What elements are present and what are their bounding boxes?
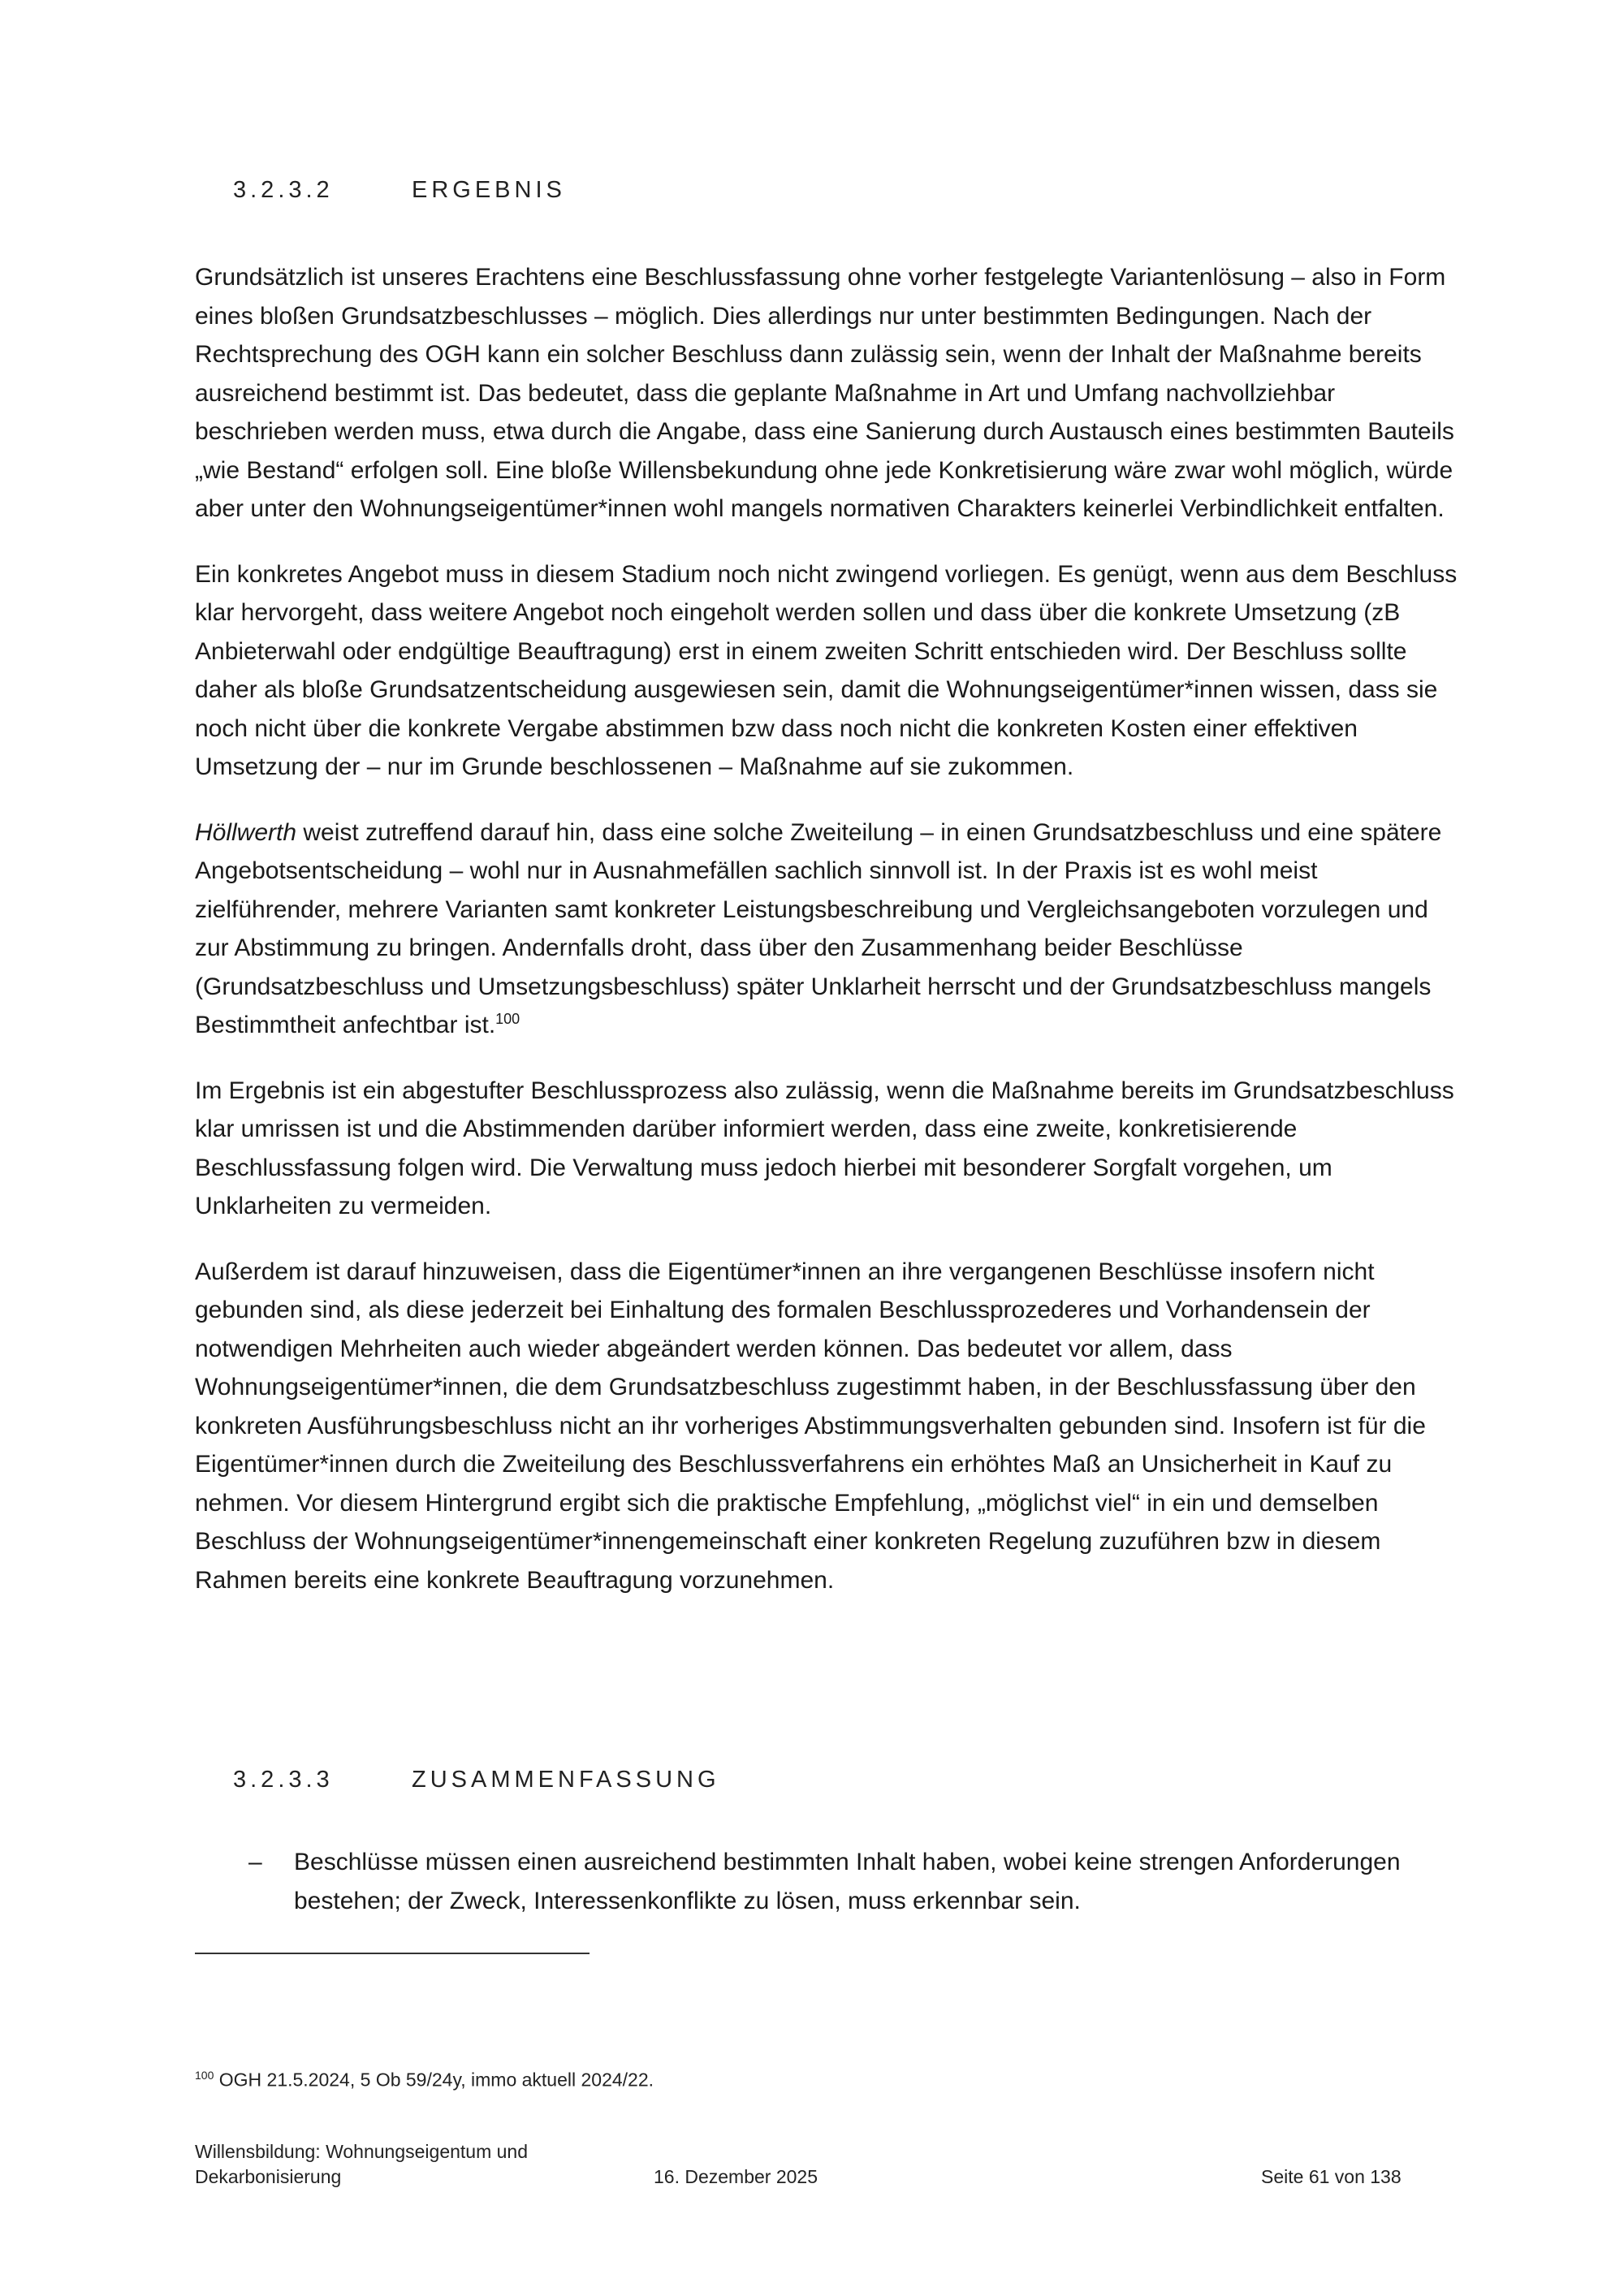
footnote-text: OGH 21.5.2024, 5 Ob 59/24y, immo aktuell 2024/22.: [214, 2069, 654, 2091]
footnote-number: 100: [195, 2069, 214, 2082]
section-number: 3.2.3.2: [233, 177, 334, 203]
section-number: 3.2.3.3: [233, 1767, 334, 1793]
paragraph: Grundsätzlich ist unseres Erachtens eine Beschlussfassung ohne vorher festgelegte Variantenlösung – also in Form eines bloßen Grundsatzbeschlusses – möglich. Dies allerdings nur unter bestimmten Bedingungen. Nach der Rechtsprechung des OGH kann ein solcher Beschluss dann zulässig sein, wenn der Inhalt der Maßnahme bereits ausreichend bestimmt ist. Das bedeutet, dass die geplante Maßnahme in Art und Umfang nachvollziehbar beschrieben werden muss, etwa durch die Angabe, dass eine Sanierung durch Austausch eines bestimmten Bauteils „wie Bestand“ erfolgen soll. Eine bloße Willensbekundung ohne jede Konkretisierung wäre zwar wohl möglich, würde aber unter den Wohnungseigentümer*innen wohl mangels normativen Charakters keinerlei Verbindlichkeit entfalten.: [195, 264, 1454, 522]
footer-document-title: Willensbildung: Wohnungseigentum und Dekarbonisierung: [195, 2141, 529, 2187]
footer-page-number: Seite 61 von 138: [1261, 2166, 1402, 2187]
section-heading-zusammenfassung: [233, 1767, 720, 1793]
paragraph: Außerdem ist darauf hinzuweisen, dass die Eigentümer*innen an ihre vergangenen Beschlüsse insofern nicht gebunden sind, als diese jederzeit bei Einhaltung des formalen Beschlussprozederes und Vorhandensein der notwendigen Mehrheiten auch wieder abgeändert werden können. Das bedeutet vor allem, dass Wohnungseigentümer*innen, die dem Grundsatzbeschluss zugestimmt haben, in der Beschlussfassung über den konkreten Ausführungsbeschluss nicht an ihr vorheriges Abstimmungsverhalten gebunden sind. Insofern ist für die Eigentümer*innen durch die Zweiteilung des Beschlussverfahrens ein erhöhtes Maß an Unsicherheit in Kauf zu nehmen. Vor diesem Hintergrund ergibt sich die praktische Empfehlung, „möglichst viel“ in ein und demselben Beschluss der Wohnungseigentümer*innengemeinschaft einer konkreten Regelung zuzuführen bzw in diesem Rahmen bereits eine konkrete Beauftragung vorzunehmen.: [195, 1258, 1426, 1594]
paragraph-text: weist zutreffend darauf hin, dass eine solche Zweiteilung – in einen Grundsatzbeschluss und eine spätere Angebotsentscheidung – wohl nur in Ausnahmefällen sachlich sinnvoll ist. In der Praxis ist es wohl meist zielführender, mehrere Varianten samt konkreter Leistungsbeschreibung und Vergleichsangeboten vorzulegen und zur Abstimmung zu bringen. Andernfalls droht, dass über den Zusammenhang beider Beschlüsse (Grundsatzbeschluss und Umsetzungsbeschluss) später Unklarheit herrscht und der Grundsatzbeschluss mangels Bestimmtheit anfechtbar ist.: [195, 818, 1442, 1038]
list-item: [195, 1843, 1462, 1920]
section-heading-ergebnis: [233, 177, 566, 204]
paragraph: Im Ergebnis ist ein abgestufter Beschlussprozess also zulässig, wenn die Maßnahme bereits im Grundsatzbeschluss klar umrissen ist und die Abstimmenden darüber informiert werden, dass eine zweite, konkretisierende Beschlussfassung folgen wird. Die Verwaltung muss jedoch hierbei mit besonderer Sorgfalt vorgehen, um Unklarheiten zu vermeiden.: [195, 1077, 1454, 1219]
summary-list: [195, 1843, 1462, 1920]
footnote-reference[interactable]: 100: [495, 1011, 520, 1027]
list-item-text: Beschlüsse müssen einen ausreichend bestimmten Inhalt haben, wobei keine strengen Anforderungen bestehen; der Zweck, Interessenkonflikte zu lösen, muss erkennbar sein.: [294, 1849, 1401, 1914]
dash-bullet: –: [248, 1849, 262, 1875]
body-text: [195, 258, 1462, 1626]
footer-date: 16. Dezember 2025: [654, 2166, 818, 2187]
section-title: ZUSAMMENFASSUNG: [412, 1767, 720, 1793]
author-name: Höllwerth: [195, 818, 297, 846]
footnote: [195, 2069, 654, 2091]
paragraph: Ein konkretes Angebot muss in diesem Stadium noch nicht zwingend vorliegen. Es genügt, wenn aus dem Beschluss klar hervorgeht, dass weitere Angebot noch eingeholt werden sollen und dass über die konkrete Umsetzung (zB Anbieterwahl oder endgültige Beauftragung) erst in einem zweiten Schritt entschieden wird. Der Beschluss sollte daher als bloße Grundsatzentscheidung ausgewiesen sein, damit die Wohnungseigentümer*innen wissen, dass sie noch nicht über die konkrete Vergabe abstimmen bzw dass noch nicht die konkreten Kosten einer effektiven Umsetzung der – nur im Grunde beschlossenen – Maßnahme auf sie zukommen.: [195, 560, 1458, 780]
section-title: ERGEBNIS: [412, 177, 566, 203]
footnote-separator: [195, 1953, 590, 1954]
paragraph: [195, 814, 1462, 1045]
